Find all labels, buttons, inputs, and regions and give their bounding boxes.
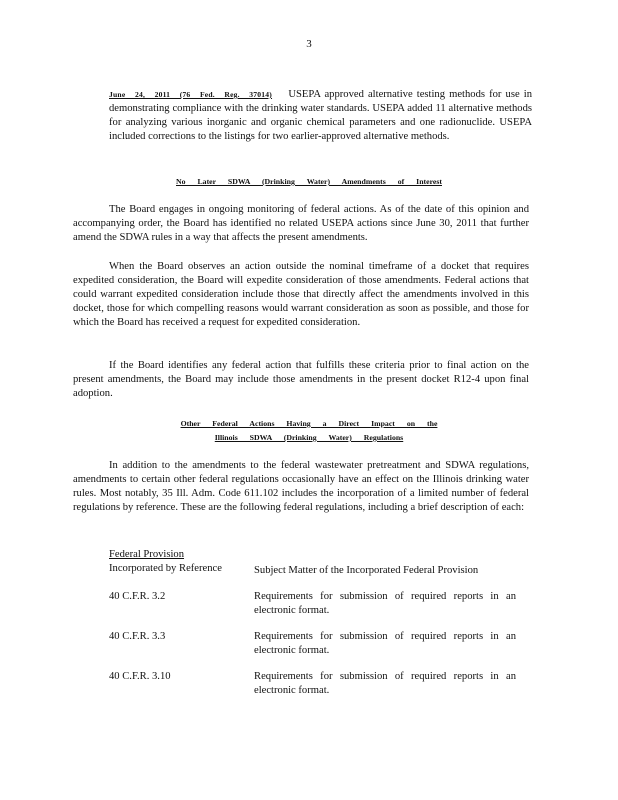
provision-cell: 40 C.F.R. 3.2 [109, 591, 166, 602]
header-subject-matter: Subject Matter of the Incorporated Federal Provision [254, 565, 479, 576]
incorporated-provisions-table [109, 548, 519, 710]
section-heading-other-federal-actions-line2: Illinois SDWA (Drinking Water) Regulations [214, 433, 404, 442]
subject-cell: Requirements for submission of required reports in an electronic format. [254, 591, 516, 616]
provision-cell: 40 C.F.R. 3.10 [109, 671, 171, 682]
section-heading-other-federal-actions-line1: Other Federal Actions Having a Direct Impact on the [180, 419, 438, 428]
monitoring-paragraph: The Board engages in ongoing monitoring of federal actions. As of the date of this opinion and accompanying order, the Board has identified no related USEPA actions since June 30, 2011 that further amend the SDWA rules in a way that affects the present amendments. [73, 204, 529, 243]
criteria-paragraph: If the Board identifies any federal action that fulfills these criteria prior to final action on the present amendments, the Board may include those amendments in the present docket R12-4 upon final adoption. [73, 360, 529, 399]
header-federal-provision: Federal Provision Incorporated by Reference [109, 549, 222, 574]
provision-cell: 40 C.F.R. 3.3 [109, 631, 166, 642]
table-row [109, 590, 519, 630]
incorporation-paragraph: In addition to the amendments to the federal wastewater pretreatment and SDWA regulations, amendments to certain other federal regulations occasionally have an effect on the Illinois drinking water rules. Most notably, 35 Ill. Adm. Code 611.102 includes the incorporation of a limited number of federal regulations by reference. These are the following federal regulations, including a brief description of each: [73, 460, 529, 513]
table-row [109, 670, 519, 710]
entry-citation: June 24, 2011 (76 Fed. Reg. 37014) [109, 90, 273, 99]
section-heading-no-later-amendments: No Later SDWA (Drinking Water) Amendments of Interest [176, 177, 442, 186]
table-row [109, 630, 519, 670]
page-number: 3 [306, 38, 312, 50]
subject-cell: Requirements for submission of required reports in an electronic format. [254, 671, 516, 696]
federal-action-entry [109, 88, 532, 144]
table-header [109, 548, 519, 582]
entry-text: USEPA approved alternative testing methods for use in demonstrating compliance with the drinking water standards. USEPA added 11 alternative methods for analyzing various inorganic and organic chemical parameters and one radionuclide. USEPA included corrections to the listings for two earlier-approved alternative methods. [109, 89, 532, 142]
entry-paragraph [109, 88, 532, 144]
subject-cell: Requirements for submission of required reports in an electronic format. [254, 631, 516, 656]
expedite-paragraph: When the Board observes an action outside the nominal timeframe of a docket that requires expedited consideration, the Board will expedite consideration of those amendments. Federal actions that could warrant expedited consideration include those that directly affect the amendments involved in this docket, those for which compelling reasons would warrant consideration as soon as possible, and those for which the Board has received a request for expedited consideration. [73, 261, 529, 328]
